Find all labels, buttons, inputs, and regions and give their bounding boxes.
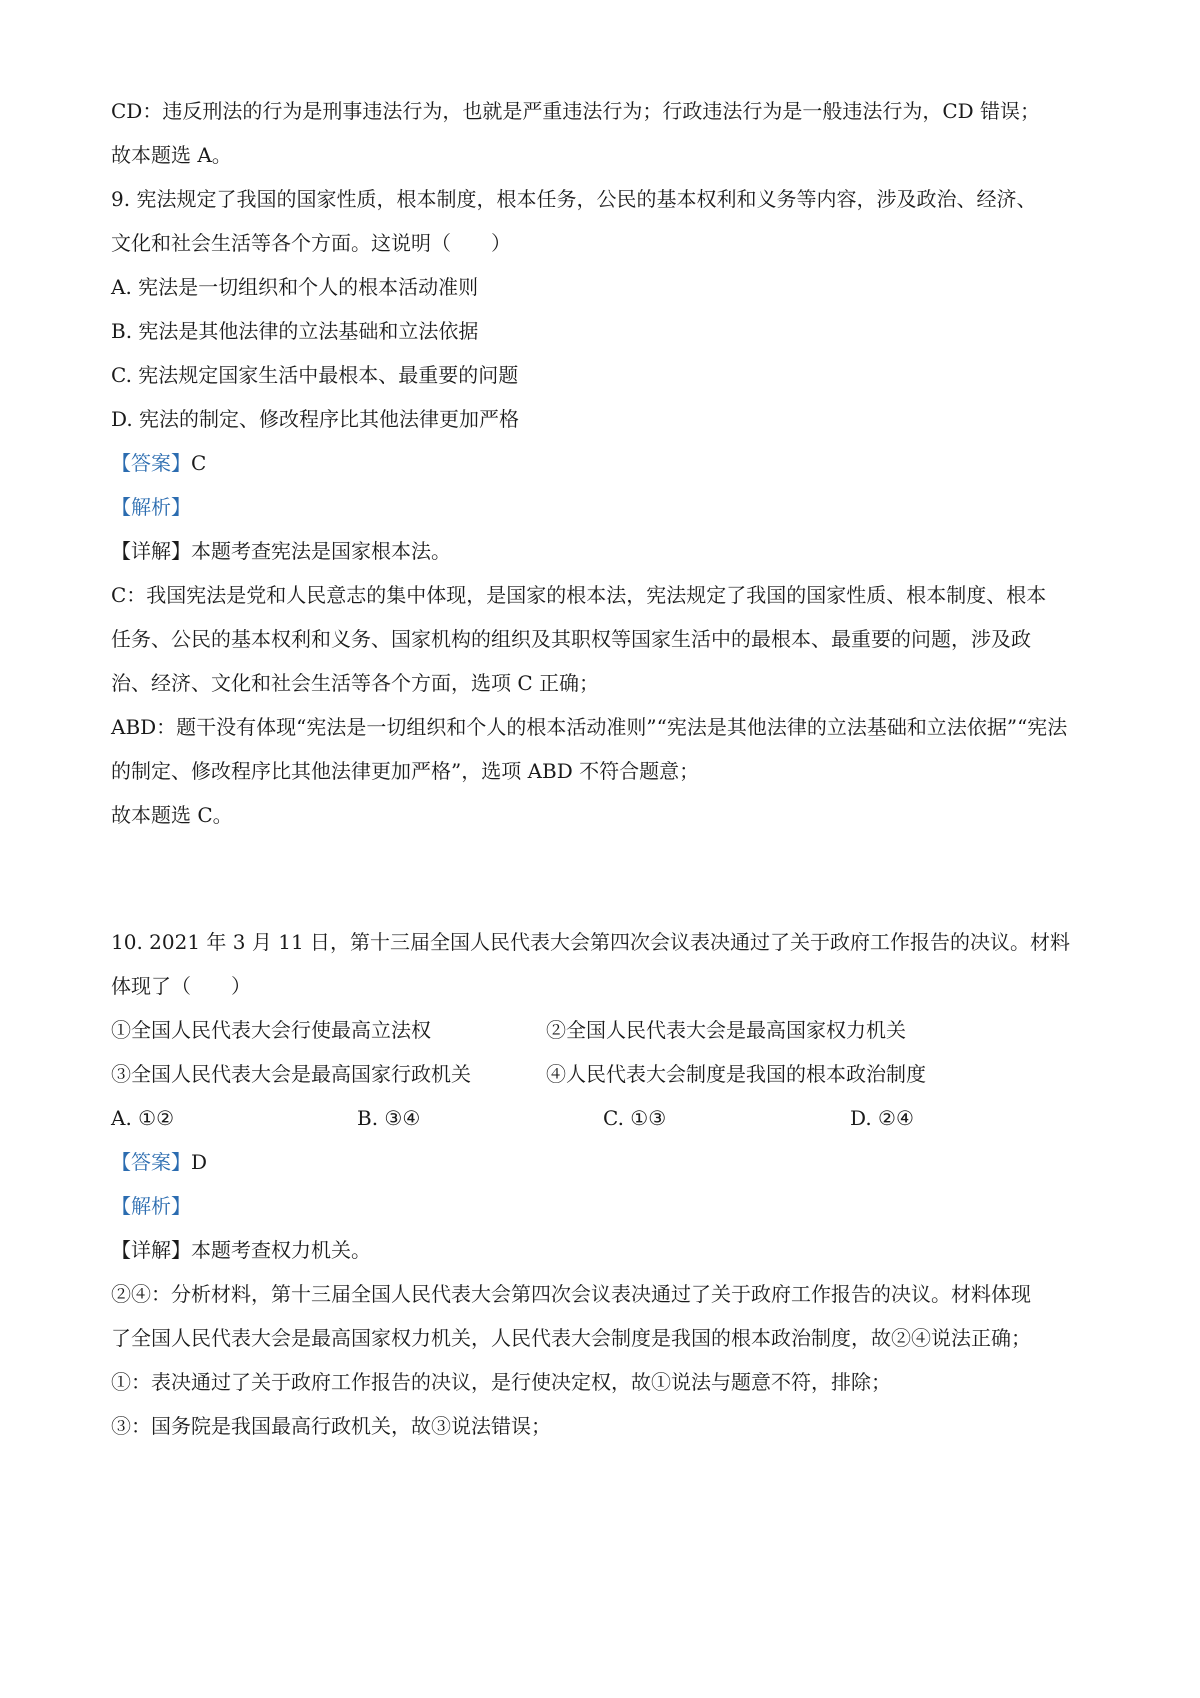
q10-detail: 【详解】本题考查权力机关。 (111, 1238, 371, 1262)
q9-analysis-label: 【解析】 (111, 495, 191, 519)
q10-answer (111, 1148, 1101, 1176)
q9-stem-line-2: 文化和社会生活等各个方面。这说明（ ） (111, 231, 511, 255)
q9-option-d: D. 宪法的制定、修改程序比其他法律更加严格 (111, 407, 520, 431)
q9-answer-value: C (191, 451, 207, 475)
q10-explanation-1: ①：表决通过了关于政府工作报告的决议，是行使决定权，故①说法与题意不符，排除； (111, 1370, 891, 1394)
q9-option-a: A. 宪法是一切组织和个人的根本活动准则 (111, 275, 479, 299)
q10-analysis-label: 【解析】 (111, 1194, 191, 1218)
q10-explanation-24-line-1: ②④：分析材料，第十三届全国人民代表大会第四次会议表决通过了关于政府工作报告的决议。材料体现 (111, 1282, 1031, 1306)
q10-answer-label: 【答案】 (111, 1150, 191, 1174)
q8-conclusion: 故本题选 A。 (111, 143, 232, 167)
q8-cd-explanation: CD：违反刑法的行为是刑事违法行为，也就是严重违法行为；行政违法行为是一般违法行为，CD 错误； (111, 99, 1041, 123)
q9-explanation-c-line-2: 任务、公民的基本权利和义务、国家机构的组织及其职权等国家生活中的最根本、最重要的问题，涉及政 (111, 627, 1031, 651)
q9-explanation-c-line-1: C：我国宪法是党和人民意志的集中体现，是国家的根本法，宪法规定了我国的国家性质、根本制度、根本 (111, 583, 1047, 607)
q9-explanation-c-line-3: 治、经济、文化和社会生活等各个方面，选项 C 正确； (111, 671, 600, 695)
q10-answer-value: D (191, 1150, 208, 1174)
q9-stem-line-1: 9. 宪法规定了我国的国家性质，根本制度，根本任务，公民的基本权利和义务等内容，涉及政治、经济、 (111, 187, 1037, 211)
q10-option-c: C. ①③ (603, 1106, 667, 1130)
q10-statement-4: ④人民代表大会制度是我国的根本政治制度 (546, 1062, 926, 1086)
q9-option-b: B. 宪法是其他法律的立法基础和立法依据 (111, 319, 479, 343)
q10-statement-1: ①全国人民代表大会行使最高立法权 (111, 1018, 431, 1042)
q9-explanation-abd-line-2: 的制定、修改程序比其他法律更加严格”，选项 ABD 不符合题意； (111, 759, 700, 783)
q10-option-b: B. ③④ (357, 1106, 421, 1130)
q9-detail: 【详解】本题考查宪法是国家根本法。 (111, 539, 451, 563)
q10-explanation-3: ③：国务院是我国最高行政机关，故③说法错误； (111, 1414, 551, 1438)
q9-option-c: C. 宪法规定国家生活中最根本、最重要的问题 (111, 363, 519, 387)
q9-answer-label: 【答案】 (111, 451, 191, 475)
q10-statement-3: ③全国人民代表大会是最高国家行政机关 (111, 1062, 471, 1086)
q9-conclusion: 故本题选 C。 (111, 803, 233, 827)
q9-explanation-abd-line-1: ABD：题干没有体现“宪法是一切组织和个人的根本活动准则”“宪法是其他法律的立法基础和立法依据”“宪法 (111, 715, 1068, 739)
q10-option-a: A. ①② (111, 1106, 175, 1130)
q9-answer (111, 449, 1101, 477)
q10-stem-line-2: 体现了（ ） (111, 974, 251, 998)
q10-stem-line-1: 10. 2021 年 3 月 11 日，第十三届全国人民代表大会第四次会议表决通过了关于政府工作报告的决议。材料 (111, 930, 1071, 954)
q10-explanation-24-line-2: 了全国人民代表大会是最高国家权力机关，人民代表大会制度是我国的根本政治制度，故②④说法正确； (111, 1326, 1031, 1350)
q10-option-d: D. ②④ (850, 1106, 914, 1130)
q10-statement-2: ②全国人民代表大会是最高国家权力机关 (546, 1018, 906, 1042)
